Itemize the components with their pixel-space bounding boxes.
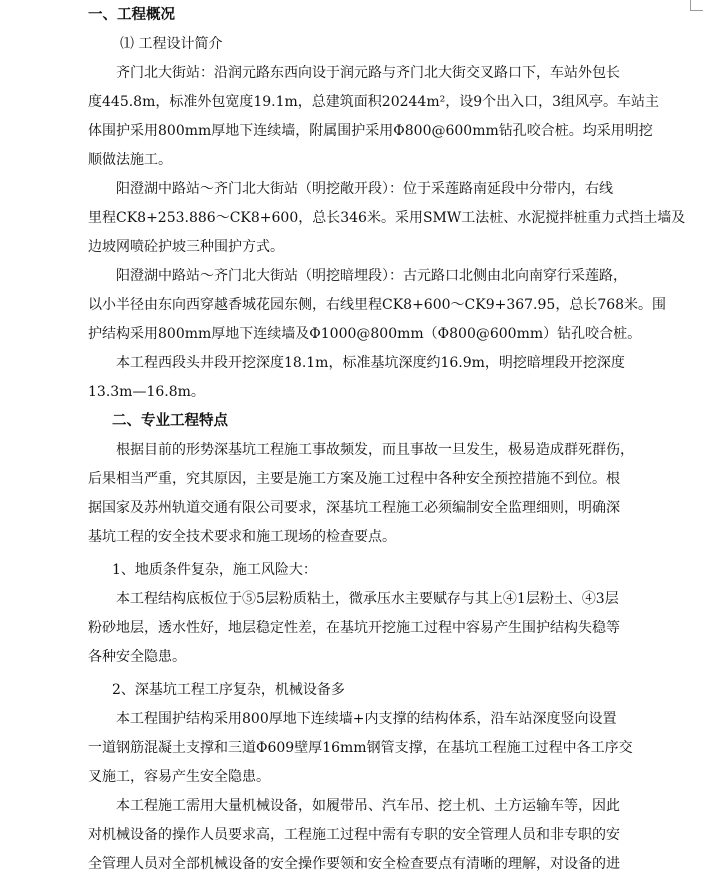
text-line: 里程CK8+253.886～CK8+600，总长346米。采用SMW工法桩、水泥搅拌桩重力式挡土墙及 (88, 210, 686, 226)
section-heading-overview: 一、工程概况 (88, 7, 175, 23)
text-line: 本工程施工需用大量机械设备，如履带吊、汽车吊、挖土机、土方运输车等，因此 (116, 798, 620, 814)
text-line: 本工程结构底板位于⑤5层粉质粘土，微承压水主要赋存与其上④1层粉土、④3层 (116, 591, 619, 607)
text-line: 基坑工程的安全技术要求和施工现场的检查要点。 (88, 529, 396, 545)
subsection-heading-design: ⑴ 工程设计简介 (120, 36, 223, 52)
paragraph-intro (88, 436, 636, 552)
paragraph-structure (88, 705, 636, 792)
paragraph-depth (88, 349, 636, 407)
item-heading-process: 2、深基坑工程工序复杂，机械设备多 (112, 682, 345, 698)
text-line: 后果相当严重，究其原因，主要是施工方案及施工过程中各种安全预控措施不到位。根 (88, 471, 620, 487)
section-heading-features: 二、专业工程特点 (112, 413, 228, 429)
paragraph-station (88, 59, 660, 175)
text-line: 边坡网喷砼护坡三种围护方式。 (88, 239, 284, 255)
paragraph-geology (88, 585, 636, 672)
text-line: 一道钢筋混凝土支撑和三道Φ609壁厚16mm钢管支撑，在基坑工程施工过程中各工序交 (88, 740, 633, 756)
text-line: 度445.8m，标准外包宽度19.1m，总建筑面积20244m²，设9个出入口，3组风亭。车站主 (88, 94, 660, 110)
text-line: 顺做法施工。 (88, 152, 172, 168)
text-line: 以小半径由东向西穿越香城花园东侧，右线里程CK8+600～CK9+367.95，总长768米。围 (88, 297, 667, 313)
text-line: 叉施工，容易产生安全隐患。 (88, 769, 270, 785)
text-line: 13.3m—16.8m。 (88, 384, 205, 400)
text-line: 护结构采用800mm厚地下连续墙及Φ1000@800mm（Φ800@600mm）钻孔咬合桩。 (88, 326, 642, 342)
paragraph-covered-section (88, 262, 667, 349)
text-line: 本工程围护结构采用800厚地下连续墙+内支撑的结构体系，沿车站深度竖向设置 (116, 711, 617, 727)
text-line: 阳澄湖中路站～齐门北大街站（明挖暗埋段）：古元路口北侧由北向南穿行采莲路， (116, 268, 627, 284)
document-body (88, 0, 686, 879)
text-line: 据国家及苏州轨道交通有限公司要求，深基坑工程施工必须编制安全监理细则，明确深 (88, 500, 620, 516)
text-line: 全管理人员对全部机械设备的安全操作要领和安全检查要点有清晰的理解，对设备的进 (88, 856, 620, 872)
text-line: 阳澄湖中路站～齐门北大街站（明挖敞开段）：位于采莲路南延段中分带内，右线 (116, 181, 613, 197)
text-line: 各种安全隐患。 (88, 649, 186, 665)
page-corner-mark (690, 0, 703, 11)
paragraph-open-section (88, 175, 686, 262)
text-line: 粉砂地层，透水性好，地层稳定性差，在基坑开挖施工过程中容易产生围护结构失稳等 (88, 620, 620, 636)
text-line: 对机械设备的操作人员要求高，工程施工过程中需有专职的安全管理人员和非专职的安 (88, 827, 620, 843)
text-line: 齐门北大街站：沿润元路东西向设于润元路与齐门北大街交叉路口下，车站外包长 (116, 65, 620, 81)
text-line: 本工程西段头井段开挖深度18.1m，标准基坑深度约16.9m，明挖暗埋段开挖深度 (116, 355, 625, 371)
text-line: 体围护采用800mm厚地下连续墙，附属围护采用Φ800@600mm钻孔咬合桩。均采用明挖 (88, 123, 653, 139)
item-heading-geology: 1、地质条件复杂，施工风险大： (112, 562, 317, 578)
text-line: 根据目前的形势深基坑工程施工事故频发，而且事故一旦发生，极易造成群死群伤， (116, 442, 634, 458)
paragraph-machinery (88, 792, 636, 879)
